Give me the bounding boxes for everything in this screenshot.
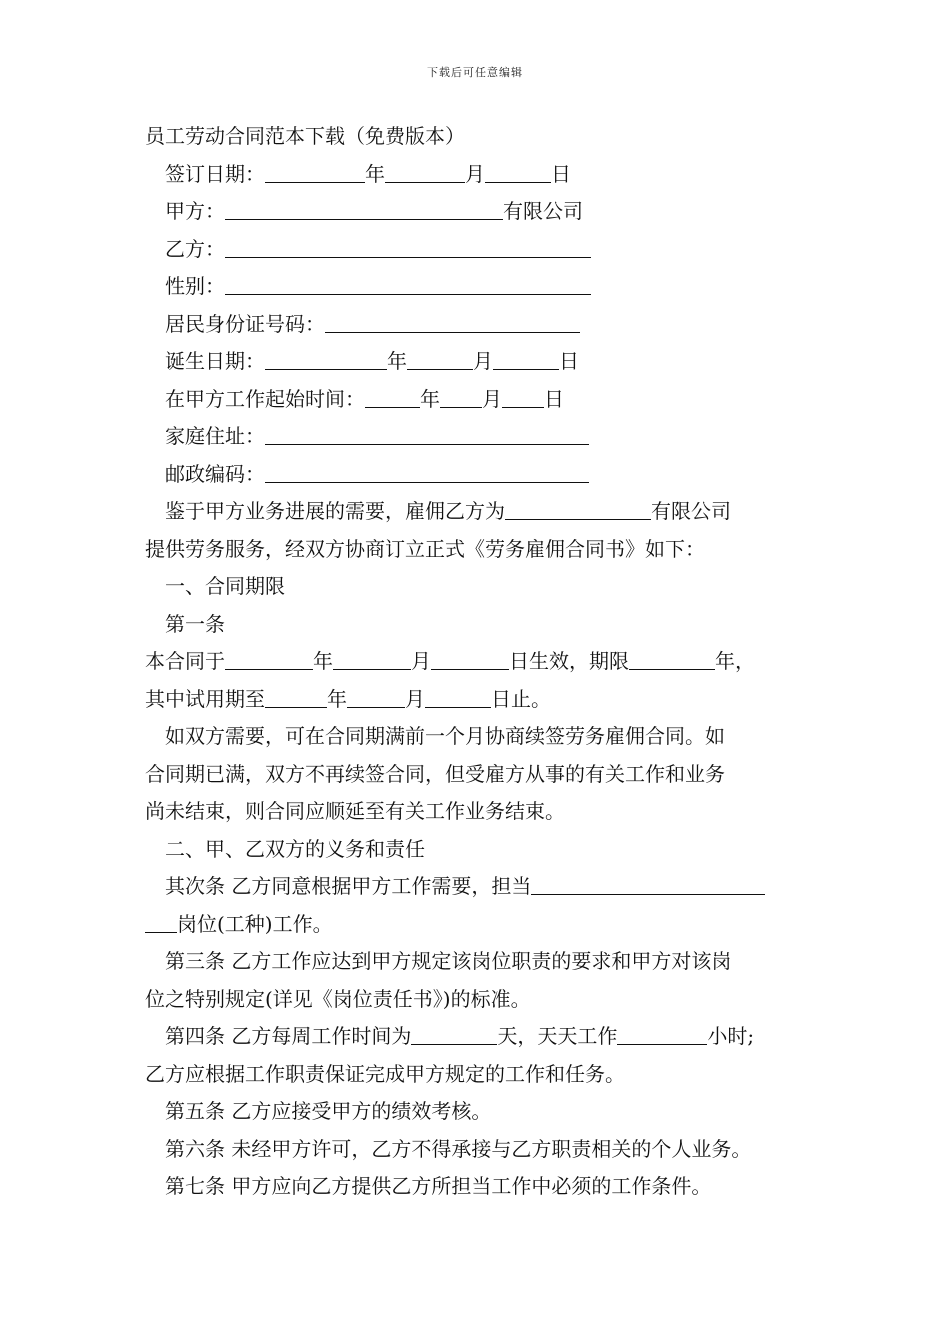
- sign-date-label: 签订日期：: [165, 161, 265, 186]
- birth-date-row: [145, 343, 810, 381]
- start-year-field[interactable]: [365, 387, 420, 408]
- term-years-field[interactable]: [629, 649, 715, 670]
- article-4-text: 第四条 乙方每周工作时间为: [165, 1024, 412, 1048]
- year-label: 年，: [715, 649, 755, 673]
- intro-line-2: 提供劳务服务，经双方协商订立正式《劳务雇佣合同书》如下：: [145, 536, 705, 561]
- year-label: 年: [327, 686, 347, 711]
- year-label: 年: [387, 349, 407, 373]
- month-label: 月: [482, 386, 502, 411]
- article-4-line-2: 乙方应根据工作职责保证完成甲方规定的工作和任务。: [145, 1061, 625, 1086]
- term-text: 本合同于: [145, 649, 225, 673]
- birth-year-field[interactable]: [265, 349, 387, 370]
- month-label: 月: [473, 349, 493, 373]
- start-day-field[interactable]: [502, 387, 544, 408]
- intro-suffix: 有限公司: [651, 499, 731, 523]
- article-2-row: [145, 868, 810, 906]
- address-label: 家庭住址：: [165, 424, 265, 448]
- start-month-field[interactable]: [440, 387, 482, 408]
- position-field[interactable]: [531, 874, 765, 895]
- position-field-continued[interactable]: [145, 912, 177, 933]
- party-b-row: [145, 231, 810, 269]
- gender-label: 性别：: [165, 274, 225, 298]
- party-a-field[interactable]: [225, 199, 503, 220]
- trial-row: [145, 681, 810, 719]
- article-7: 第七条 甲方应向乙方提供乙方所担当工作中必须的工作条件。: [165, 1174, 712, 1198]
- renew-paragraph-line: 合同期已满，双方不再续签合同，但受雇方从事的有关工作和业务: [145, 761, 725, 786]
- trial-year-field[interactable]: [265, 687, 327, 708]
- postcode-field[interactable]: [265, 462, 589, 483]
- section-1-heading: 一、合同期限: [165, 574, 285, 598]
- article-2-text: 岗位(工种)工作。: [177, 911, 333, 936]
- year-label: 年: [365, 161, 385, 186]
- contract-document: [145, 118, 810, 1206]
- sign-day-field[interactable]: [485, 162, 551, 183]
- start-time-row: [145, 381, 810, 419]
- article-1-heading: 第一条: [165, 611, 225, 636]
- term-start-day-field[interactable]: [431, 649, 509, 670]
- employer-name-field[interactable]: [505, 499, 651, 520]
- article-4-text: 天，天天工作: [497, 1024, 618, 1048]
- postcode-label: 邮政编码：: [165, 461, 265, 486]
- start-time-label: 在甲方工作起始时间：: [165, 386, 365, 411]
- sign-month-field[interactable]: [385, 162, 465, 183]
- party-a-label: 甲方：: [165, 199, 225, 223]
- day-label: 日: [544, 386, 564, 411]
- term-row: [145, 643, 810, 681]
- party-b-label: 乙方：: [165, 236, 225, 261]
- sign-year-field[interactable]: [265, 162, 365, 183]
- day-label: 日: [551, 161, 571, 186]
- article-2-text: 其次条 乙方同意根据甲方工作需要，担当: [165, 874, 532, 898]
- document-title: 员工劳动合同范本下载（免费版本）: [145, 124, 465, 148]
- renew-paragraph-line: 尚未结束，则合同应顺延至有关工作业务结束。: [145, 799, 565, 823]
- page-header-note: 下载后可任意编辑: [427, 66, 523, 79]
- section-2-heading: 二、甲、乙双方的义务和责任: [165, 836, 425, 861]
- birth-month-field[interactable]: [407, 349, 473, 370]
- year-label: 年: [420, 386, 440, 411]
- hours-per-day-field[interactable]: [617, 1024, 707, 1045]
- day-label: 日: [559, 349, 579, 373]
- birth-day-field[interactable]: [493, 349, 559, 370]
- party-a-suffix: 有限公司: [503, 199, 583, 223]
- trial-day-field[interactable]: [425, 687, 491, 708]
- month-label: 月: [405, 686, 425, 711]
- term-text: 日生效，期限: [509, 649, 629, 673]
- id-number-row: [145, 306, 810, 344]
- renew-paragraph-line: 如双方需要，可在合同期满前一个月协商续签劳务雇佣合同。如: [165, 724, 725, 748]
- sign-date-row: [145, 156, 810, 194]
- term-start-year-field[interactable]: [225, 649, 313, 670]
- year-label: 年: [313, 649, 333, 673]
- article-5: 第五条 乙方应接受甲方的绩效考核。: [165, 1099, 492, 1123]
- article-4-text: 小时;: [707, 1024, 755, 1048]
- article-2-row-2: [145, 906, 810, 944]
- address-row: [145, 418, 810, 456]
- gender-field[interactable]: [225, 274, 591, 295]
- article-3-line: 位之特别规定(详见《岗位责任书》)的标准。: [145, 986, 531, 1011]
- article-6: 第六条 未经甲方许可，乙方不得承接与乙方职责相关的个人业务。: [165, 1136, 752, 1161]
- party-b-field[interactable]: [225, 237, 591, 258]
- id-number-label: 居民身份证号码：: [165, 311, 325, 336]
- id-number-field[interactable]: [325, 312, 580, 333]
- days-per-week-field[interactable]: [411, 1024, 497, 1045]
- party-a-row: [145, 193, 810, 231]
- intro-line-1: [145, 493, 810, 531]
- term-start-month-field[interactable]: [333, 649, 411, 670]
- article-3-line: 第三条 乙方工作应达到甲方规定该岗位职责的要求和甲方对该岗: [165, 949, 732, 973]
- month-label: 月: [465, 161, 485, 186]
- month-label: 月: [411, 649, 431, 673]
- intro-text: 鉴于甲方业务进展的需要，雇佣乙方为: [165, 499, 505, 523]
- birth-date-label: 诞生日期：: [165, 349, 265, 373]
- article-4-row: [145, 1018, 810, 1056]
- trial-text: 其中试用期至: [145, 686, 265, 711]
- trial-month-field[interactable]: [347, 687, 405, 708]
- address-field[interactable]: [265, 424, 589, 445]
- gender-row: [145, 268, 810, 306]
- trial-text: 日止。: [491, 686, 551, 711]
- postcode-row: [145, 456, 810, 494]
